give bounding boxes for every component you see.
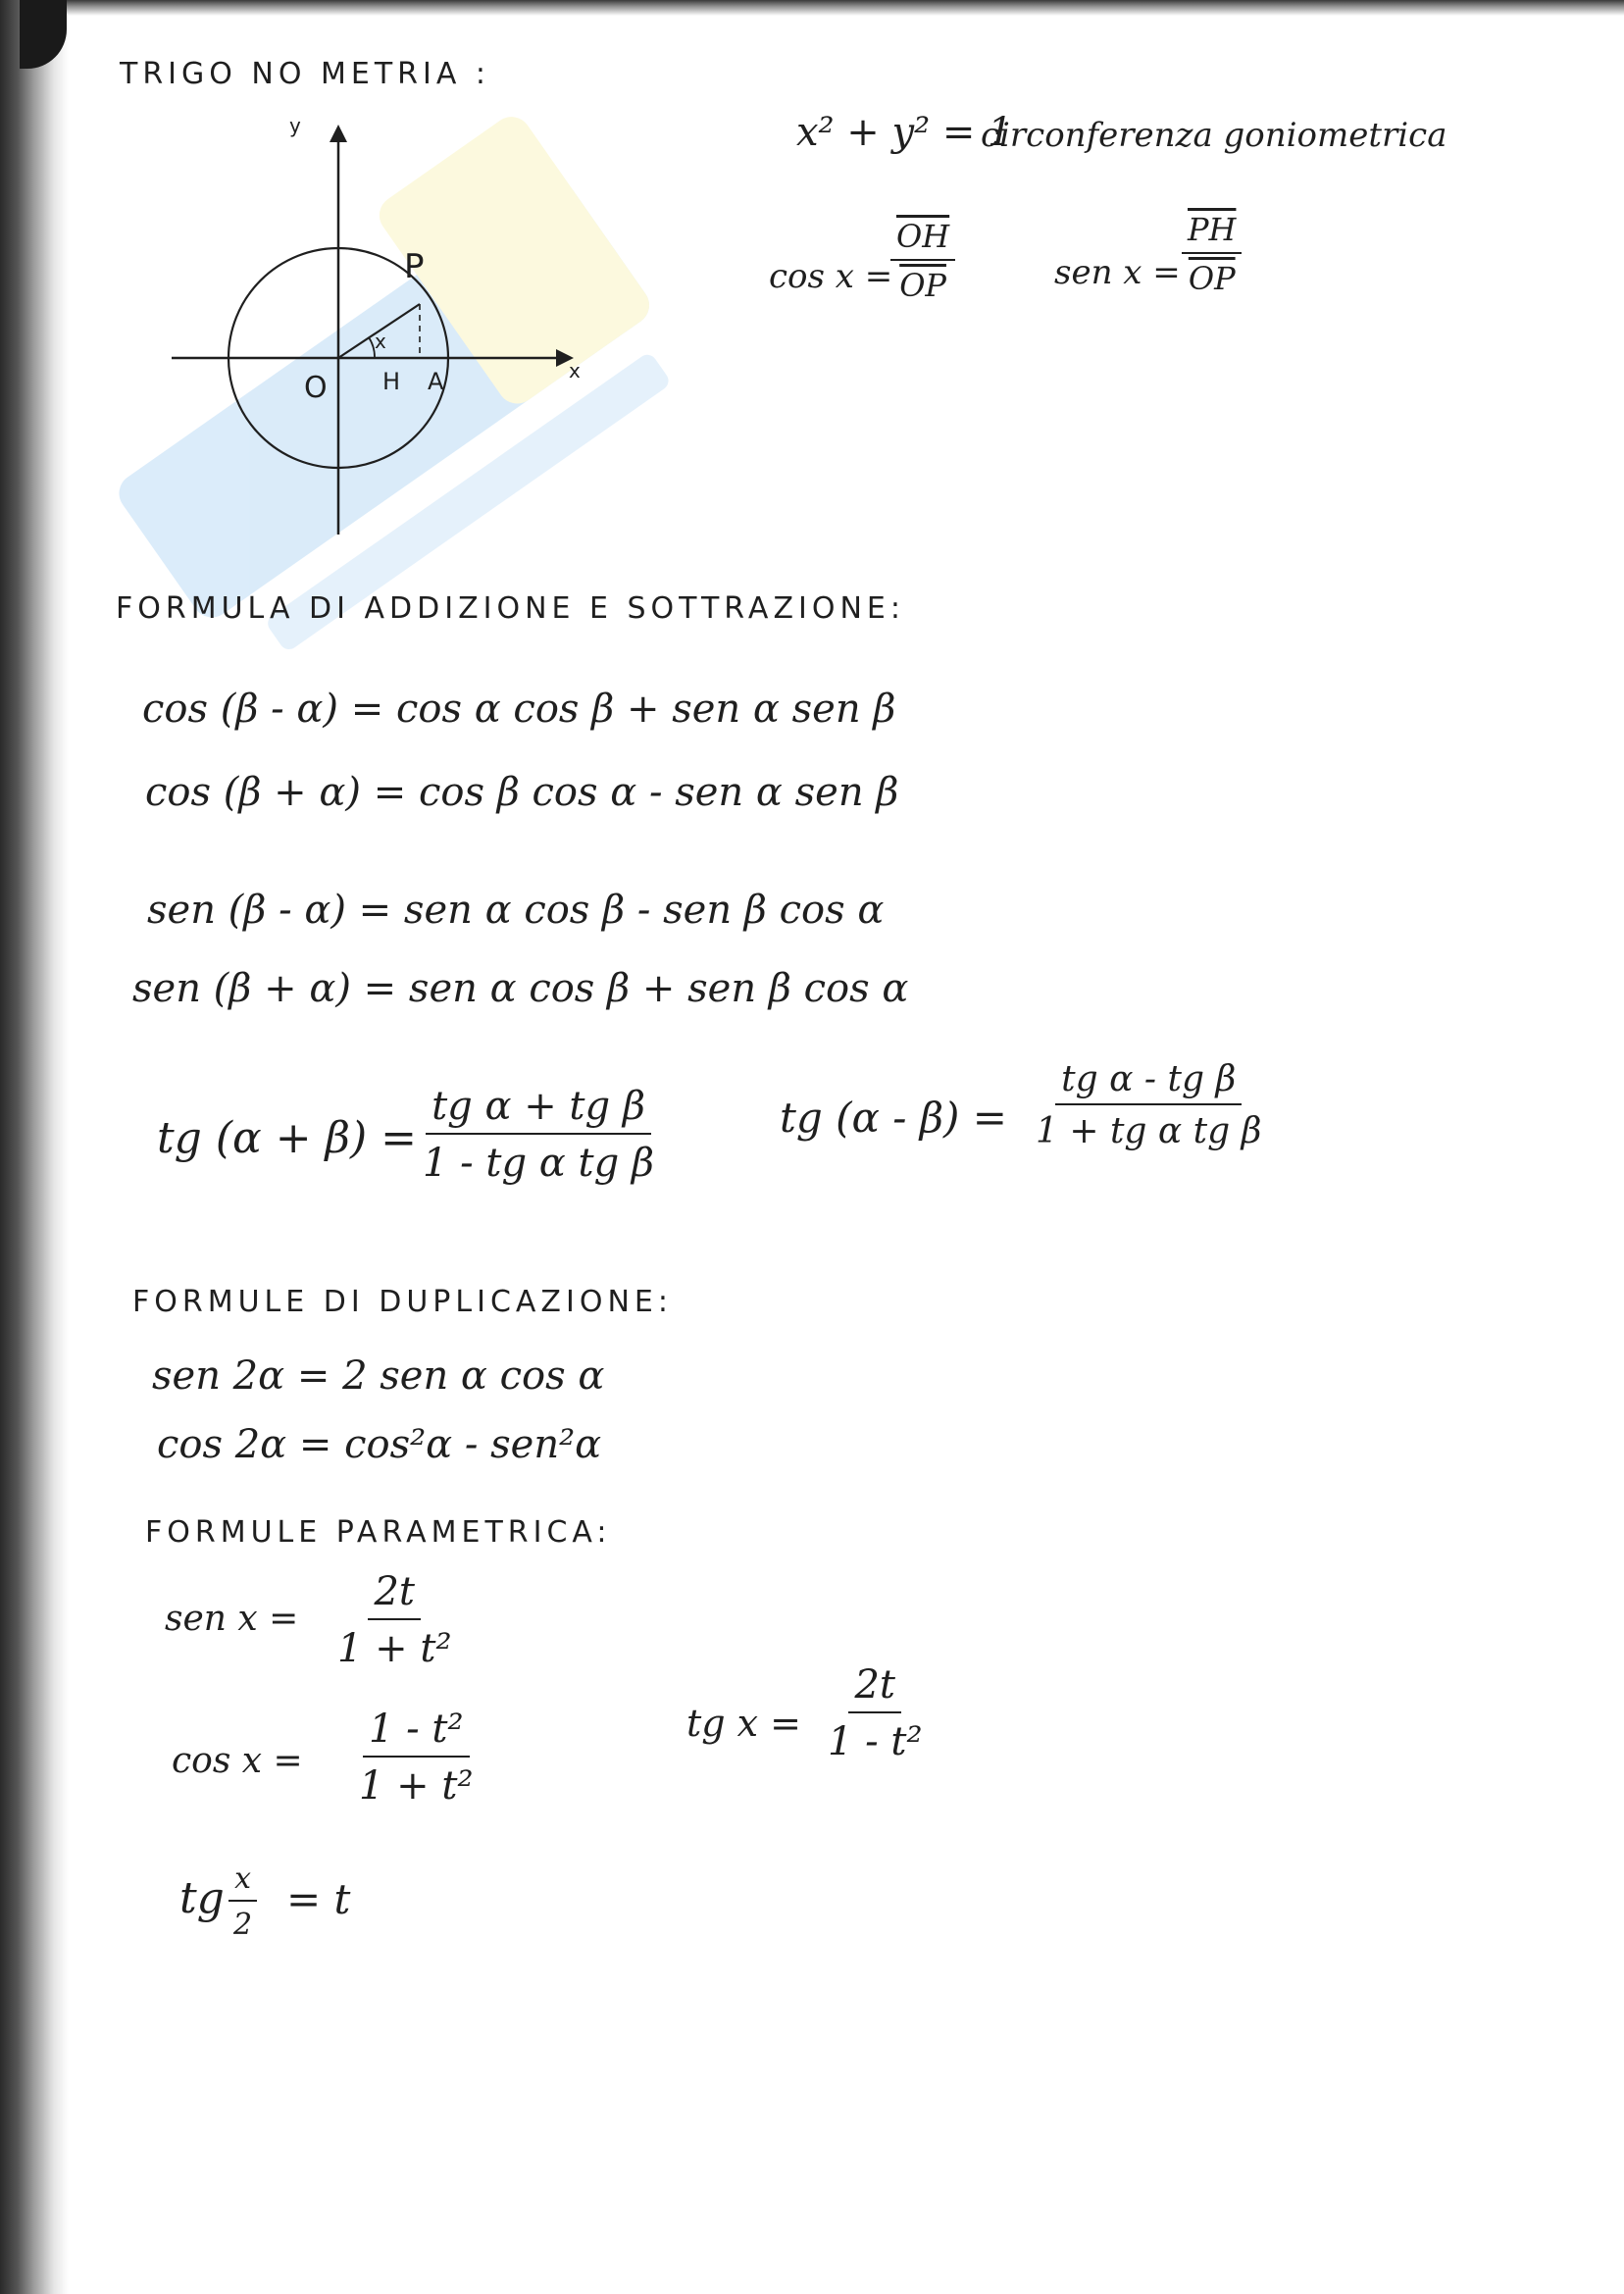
sen-definition-lhs: sen x = [1054,253,1181,292]
point-p-label: P [404,247,425,286]
point-a-label: A [428,368,444,395]
param-cos-lhs: cos x = [172,1741,303,1781]
point-o-label: O [304,371,328,405]
param-cos-fraction [353,1707,480,1809]
tg-difference-denominator: 1 + tg α tg β [1036,1111,1262,1151]
param-t-rhs: = t [286,1875,351,1923]
unit-circle-equation: x² + y² = 1 [796,110,1013,155]
formula-cos-difference: cos (β - α) = cos α cos β + sen α sen β [142,687,896,732]
cos-numerator: $\overline{OH}$ [890,218,955,261]
sen-definition-fraction [1182,211,1242,297]
formula-cos-double: cos 2α = cos²α - sen²α [157,1422,602,1467]
tg-sum-denominator: 1 - tg α tg β [423,1141,655,1186]
tg-difference-fraction [1030,1059,1267,1151]
formula-sen-double: sen 2α = 2 sen α cos α [152,1353,605,1399]
param-sen-denominator: 1 + t² [337,1626,452,1671]
param-sen-numerator: 2t [368,1569,421,1620]
param-t-fraction [228,1861,258,1942]
heading-duplication: FORMULE DI DUPLICAZIONE: [132,1285,673,1319]
param-tg-numerator: 2t [848,1662,901,1713]
scan-shadow-left [0,0,69,2294]
param-sen-lhs: sen x = [165,1599,299,1639]
unit-circle-name: circonferenza goniometrica [981,116,1447,155]
formula-cos-sum: cos (β + α) = cos β cos α - sen α sen β [145,770,899,815]
param-sen-fraction [331,1569,458,1671]
y-axis-label: y [289,114,301,137]
scan-shadow-top [39,0,1624,16]
cos-definition-fraction [890,218,955,304]
param-tg-fraction [822,1662,929,1764]
y-axis-arrow-icon [330,125,347,142]
param-cos-denominator: 1 + t² [359,1763,474,1809]
sen-numerator: $\overline{PH}$ [1182,211,1242,254]
sen-denominator: OP [1188,260,1236,297]
heading-trigonometry: TRIGO NO METRIA : [120,57,491,91]
param-t-numerator: x [228,1861,257,1902]
param-tg-denominator: 1 - t² [828,1719,923,1764]
heading-parametric: FORMULE PARAMETRICA: [145,1515,612,1550]
cos-denominator: OP [899,267,946,304]
tg-sum-lhs: tg (α + β) = [157,1113,418,1163]
formula-sen-sum: sen (β + α) = sen α cos β + sen β cos α [132,966,909,1011]
x-axis-label: x [569,359,581,382]
tg-difference-numerator: tg α - tg β [1055,1059,1242,1105]
tg-difference-lhs: tg (α - β) = [780,1094,1007,1142]
param-t-denominator: 2 [233,1908,253,1942]
param-tg-lhs: tg x = [686,1702,802,1745]
formula-sen-difference: sen (β - α) = sen α cos β - sen β cos α [147,888,885,933]
tg-sum-fraction [417,1084,660,1186]
heading-addition: FORMULA DI ADDIZIONE E SOTTRAZIONE: [116,591,905,626]
point-h-label: H [382,368,401,395]
tg-sum-numerator: tg α + tg β [426,1084,651,1135]
unit-circle-diagram [157,113,608,544]
param-t-lhs: tg [179,1873,225,1923]
param-cos-numerator: 1 - t² [363,1707,470,1758]
angle-label: x [375,330,386,353]
cos-definition-lhs: cos x = [769,257,893,296]
